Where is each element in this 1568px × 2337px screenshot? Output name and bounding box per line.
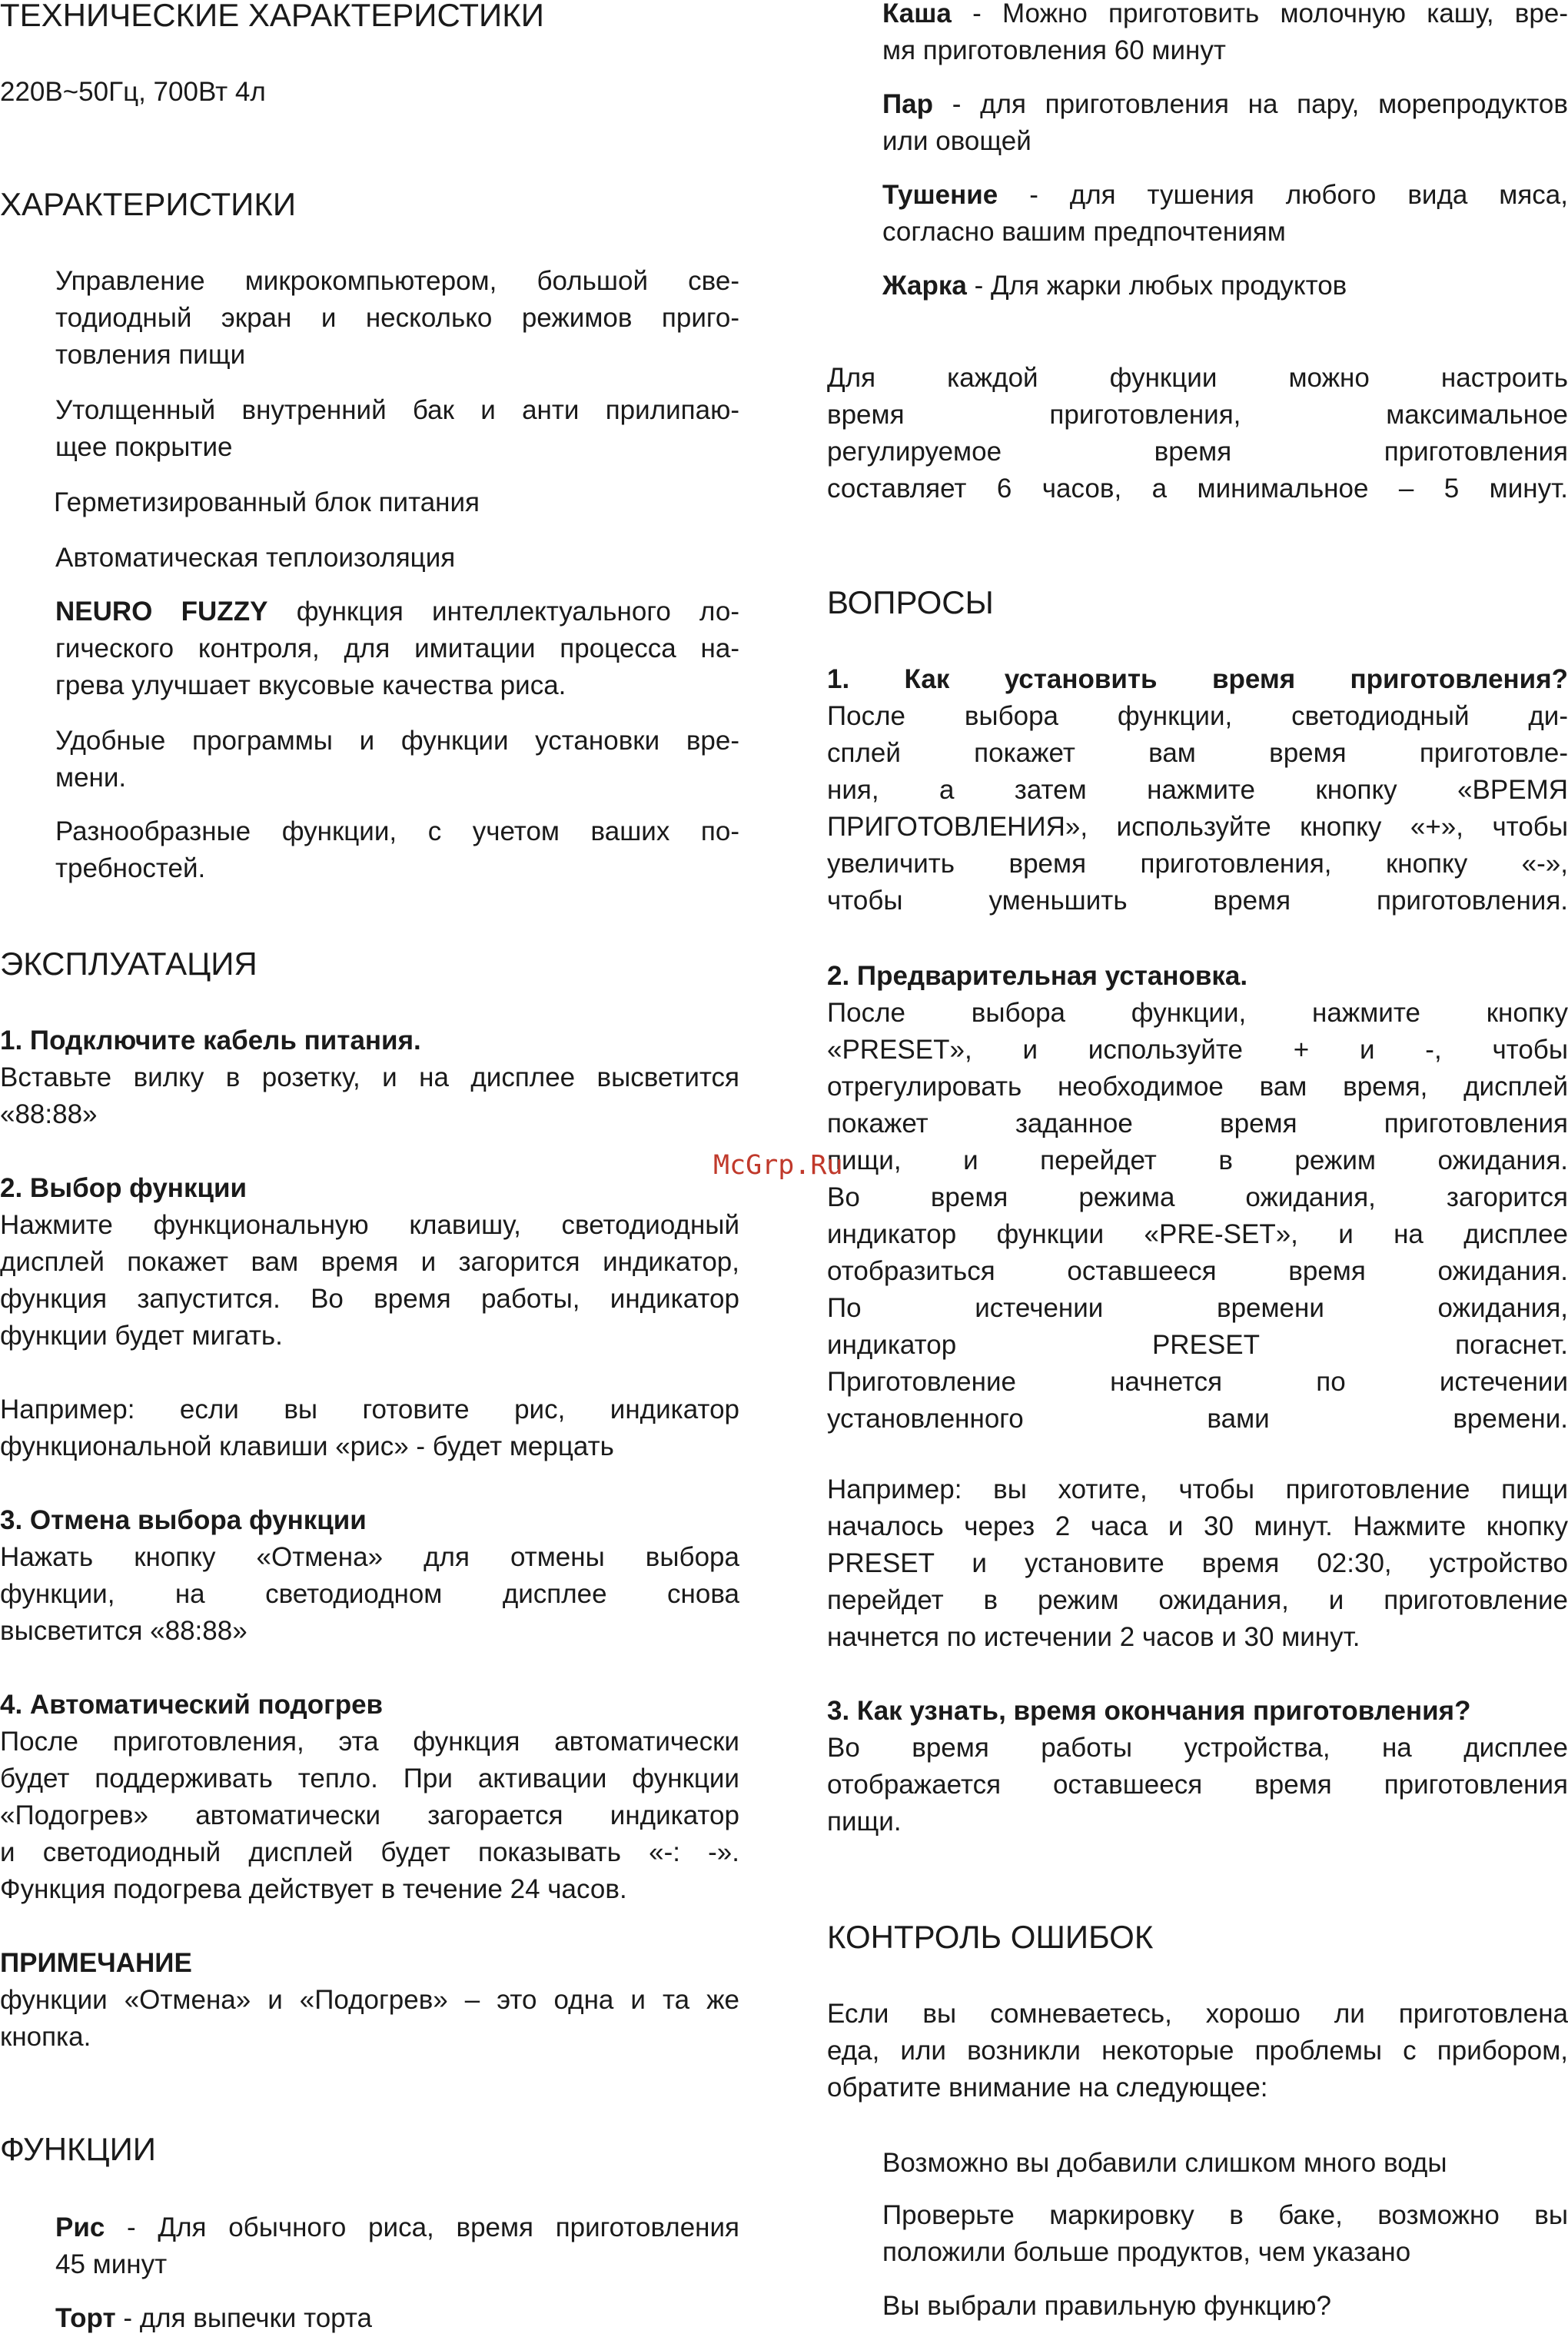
operation-step-3: 3. Отмена выбора функции Нажать кнопку «Отмена» для отмены выбора функции, на светодиодном дисплее снова высветится «88:88» bbox=[0, 1505, 739, 1646]
operation-step-1: 1. Подключите кабель питания. Вставьте вилку в розетку, и на дисплее высветится «88:88» bbox=[0, 1026, 739, 1129]
function-porridge: Каша - Можно приготовить молочную кашу, вре- мя приготовления 60 минут bbox=[882, 0, 1568, 65]
specs-line: 220В~50Гц, 700Вт 4л bbox=[0, 77, 266, 107]
operation-title: ЭКСПЛУАТАЦИЯ bbox=[0, 946, 257, 982]
operation-step-4: 4. Автоматический подогрев После приготовления, эта функция автоматически будет поддерживать тепло. При активации функции «Подогрев» автоматически загорается индикатор и светодиодный дисплей будет показывать «-: -». Функция подогрева действует в течение 24 часов. bbox=[0, 1690, 739, 1904]
feature-item: Разнообразные функции, с учетом ваших по- требностей. bbox=[55, 816, 739, 883]
errors-title: КОНТРОЛЬ ОШИБОК bbox=[827, 1919, 1154, 1955]
function-cake: Торт - для выпечки торта bbox=[55, 2303, 372, 2333]
functions-time-note: Для каждой функции можно настроить время приготовления, максимальное регулируемое время приготовления составляет 6 часов, а минимальное – 5 минут. bbox=[827, 363, 1568, 504]
specs-title: ТЕХНИЧЕСКИЕ ХАРАКТЕРИСТИКИ bbox=[0, 0, 544, 33]
operation-step-2: 2. Выбор функции Нажмите функциональную клавишу, светодиодный дисплей покажет вам время и загорится индикатор, функция запустится. Во время работы, индикатор функции будет мигать. bbox=[0, 1173, 739, 1351]
error-item: Возможно вы добавили слишком много воды bbox=[882, 2148, 1447, 2178]
question-3: 3. Как узнать, время окончания приготовления? Во время работы устройства, на дисплее отображается оставшееся время приготовления пищи. bbox=[827, 1696, 1568, 1837]
function-stew: Тушение - для тушения любого вида мяса, согласно вашим предпочтениям bbox=[882, 180, 1568, 247]
operation-note: ПРИМЕЧАНИЕ функции «Отмена» и «Подогрев» – это одна и та же кнопка. bbox=[0, 1948, 739, 2052]
feature-item: Герметизированный блок питания bbox=[54, 487, 480, 517]
question-2-example: Например: вы хотите, чтобы приготовление пищи началось через 2 часа и 30 минут. Нажмите кнопку PRESET и установите время 02:30, устройство перейдет в режим ожидания, и приготовление начнется по истечении 2 часов и 30 минут. bbox=[827, 1474, 1568, 1652]
function-fry: Жарка - Для жарки любых продуктов bbox=[882, 271, 1347, 301]
feature-item: Автоматическая теплоизоляция bbox=[55, 543, 456, 573]
function-rice: Рис - Для обычного риса, время приготовления 45 минут bbox=[55, 2212, 739, 2279]
error-item: Проверьте маркировку в баке, возможно вы положили больше продуктов, чем указано bbox=[882, 2200, 1568, 2267]
questions-title: ВОПРОСЫ bbox=[827, 584, 994, 620]
operation-step-2-example: Например: если вы готовите рис, индикатор функциональной клавиши «рис» - будет мерцать bbox=[0, 1395, 739, 1461]
functions-title: ФУНКЦИИ bbox=[0, 2131, 156, 2167]
function-steam: Пар - для приготовления на пару, морепродуктов или овощей bbox=[882, 89, 1568, 156]
feature-item: Утолщенный внутренний бак и анти прилипаю- щее покрытие bbox=[55, 395, 739, 462]
question-2: 2. Предварительная установка. После выбора функции, нажмите кнопку «PRESET», и используйте + и -, чтобы отрегулировать необходимое вам время, дисплей покажет заданное время приготовления пищи, и перейдет в режим ожидания. Во время режима ожидания, загорится индикатор функции «PRE-SET», и на дисплее отобразиться оставшееся время ожидания. По истечении времени ожидания, индикатор PRESET погаснет. Приготовление начнется по истечении установленного вами времени. bbox=[827, 961, 1568, 1434]
feature-item: Удобные программы и функции установки вре- мени. bbox=[55, 726, 739, 793]
neuro-fuzzy-label: NEURO FUZZY bbox=[55, 597, 268, 627]
features-title: ХАРАКТЕРИСТИКИ bbox=[0, 186, 297, 222]
question-1: 1. Как установить время приготовления? После выбора функции, светодиодный ди- сплей покажет вам время приготовле- ния, а затем нажмите кнопку «ВРЕМЯ ПРИГОТОВЛЕНИЯ», используйте кнопку «+», чтобы увеличить время приготовления, кнопку «-», чтобы уменьшить время приготовления. bbox=[827, 664, 1568, 916]
watermark-text: McGrp.Ru bbox=[713, 1150, 843, 1181]
feature-item: Управление микрокомпьютером, большой све- тодиодный экран и несколько режимов приго- товления пищи bbox=[55, 266, 739, 370]
feature-item: NEURO FUZZY функция интеллектуального ло- гического контроля, для имитации процесса на- грева улучшает вкусовые качества риса. bbox=[55, 597, 739, 700]
errors-intro: Если вы сомневаетесь, хорошо ли приготовлена еда, или возникли некоторые проблемы с прибором, обратите внимание на следующее: bbox=[827, 1999, 1568, 2103]
error-item: Вы выбрали правильную функцию? bbox=[882, 2291, 1331, 2321]
